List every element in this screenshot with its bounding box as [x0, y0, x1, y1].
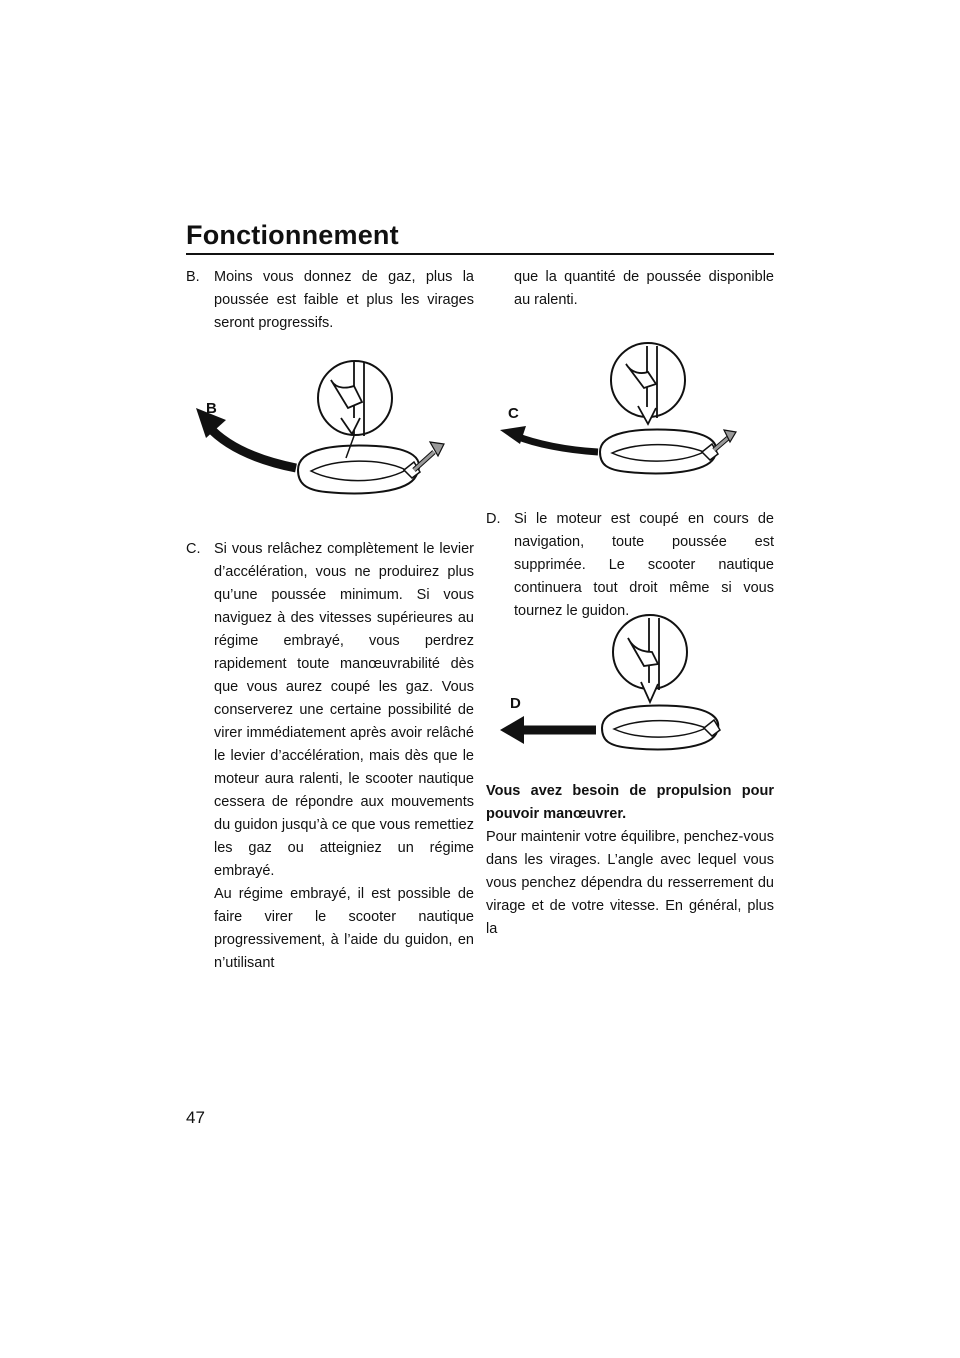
list-item-c-end	[486, 266, 774, 312]
figure-label: D	[510, 695, 521, 712]
straight-arrow-head	[500, 716, 524, 744]
list-item-c	[186, 538, 474, 975]
turn-arrow	[516, 436, 598, 452]
list-item-b	[186, 266, 474, 335]
list-item-d	[486, 508, 774, 623]
item-continuation: Au régime embrayé, il est possible de faire virer le scooter nautique progressivement, à l’aide du guidon, en n’utilisant	[214, 886, 474, 971]
figure-label: B	[206, 400, 217, 417]
body-paragraph: Pour maintenir votre équilibre, penchez-vous dans les virages. L’angle avec lequel vous vous penchez dépendra du resserrement du virage et de votre vitesse. En général, plus la	[486, 829, 774, 937]
figure-b	[186, 358, 474, 508]
figure-c	[486, 340, 774, 490]
figure-d	[486, 612, 774, 762]
header-rule	[186, 253, 774, 255]
turn-arrow	[208, 426, 296, 468]
item-text: Moins vous donnez de gaz, plus la poussée est faible et plus les virages seront progressifs.	[214, 269, 474, 331]
item-text: que la quantité de poussée disponible au ralenti.	[514, 269, 774, 308]
page-title: Fonctionnement	[186, 220, 399, 250]
item-text: Si le moteur est coupé en cours de navigation, toute poussée est supprimée. Le scooter nautique continuera tout droit même si vous tournez le guidon.	[514, 511, 774, 619]
item-letter: D.	[486, 511, 501, 527]
page-number: 47	[186, 1108, 205, 1127]
item-text: Si vous relâchez complètement le levier d’accélération, vous ne produirez plus qu’une poussée minimum. Si vous naviguez à des vitesses supérieures au régime embrayé, vous perdrez rapidement toute manœuvrabilité dès que vous aurez coupé les gaz. Vous conserverez une certaine possibilité de virer immédiatement après avoir relâché le levier d’accélération, mais dès que le moteur aura ralenti, le scooter nautique cessera de répondre aux mouvements du guidon jusqu’à ce que vous remettiez les gaz ou atteigniez un régime embrayé.	[214, 541, 474, 879]
figure-label: C	[508, 405, 519, 422]
section-heading: Vous avez besoin de propulsion pour pouvoir manœuvrer.	[486, 783, 774, 822]
item-letter: C.	[186, 541, 201, 557]
item-letter: B.	[186, 269, 200, 285]
